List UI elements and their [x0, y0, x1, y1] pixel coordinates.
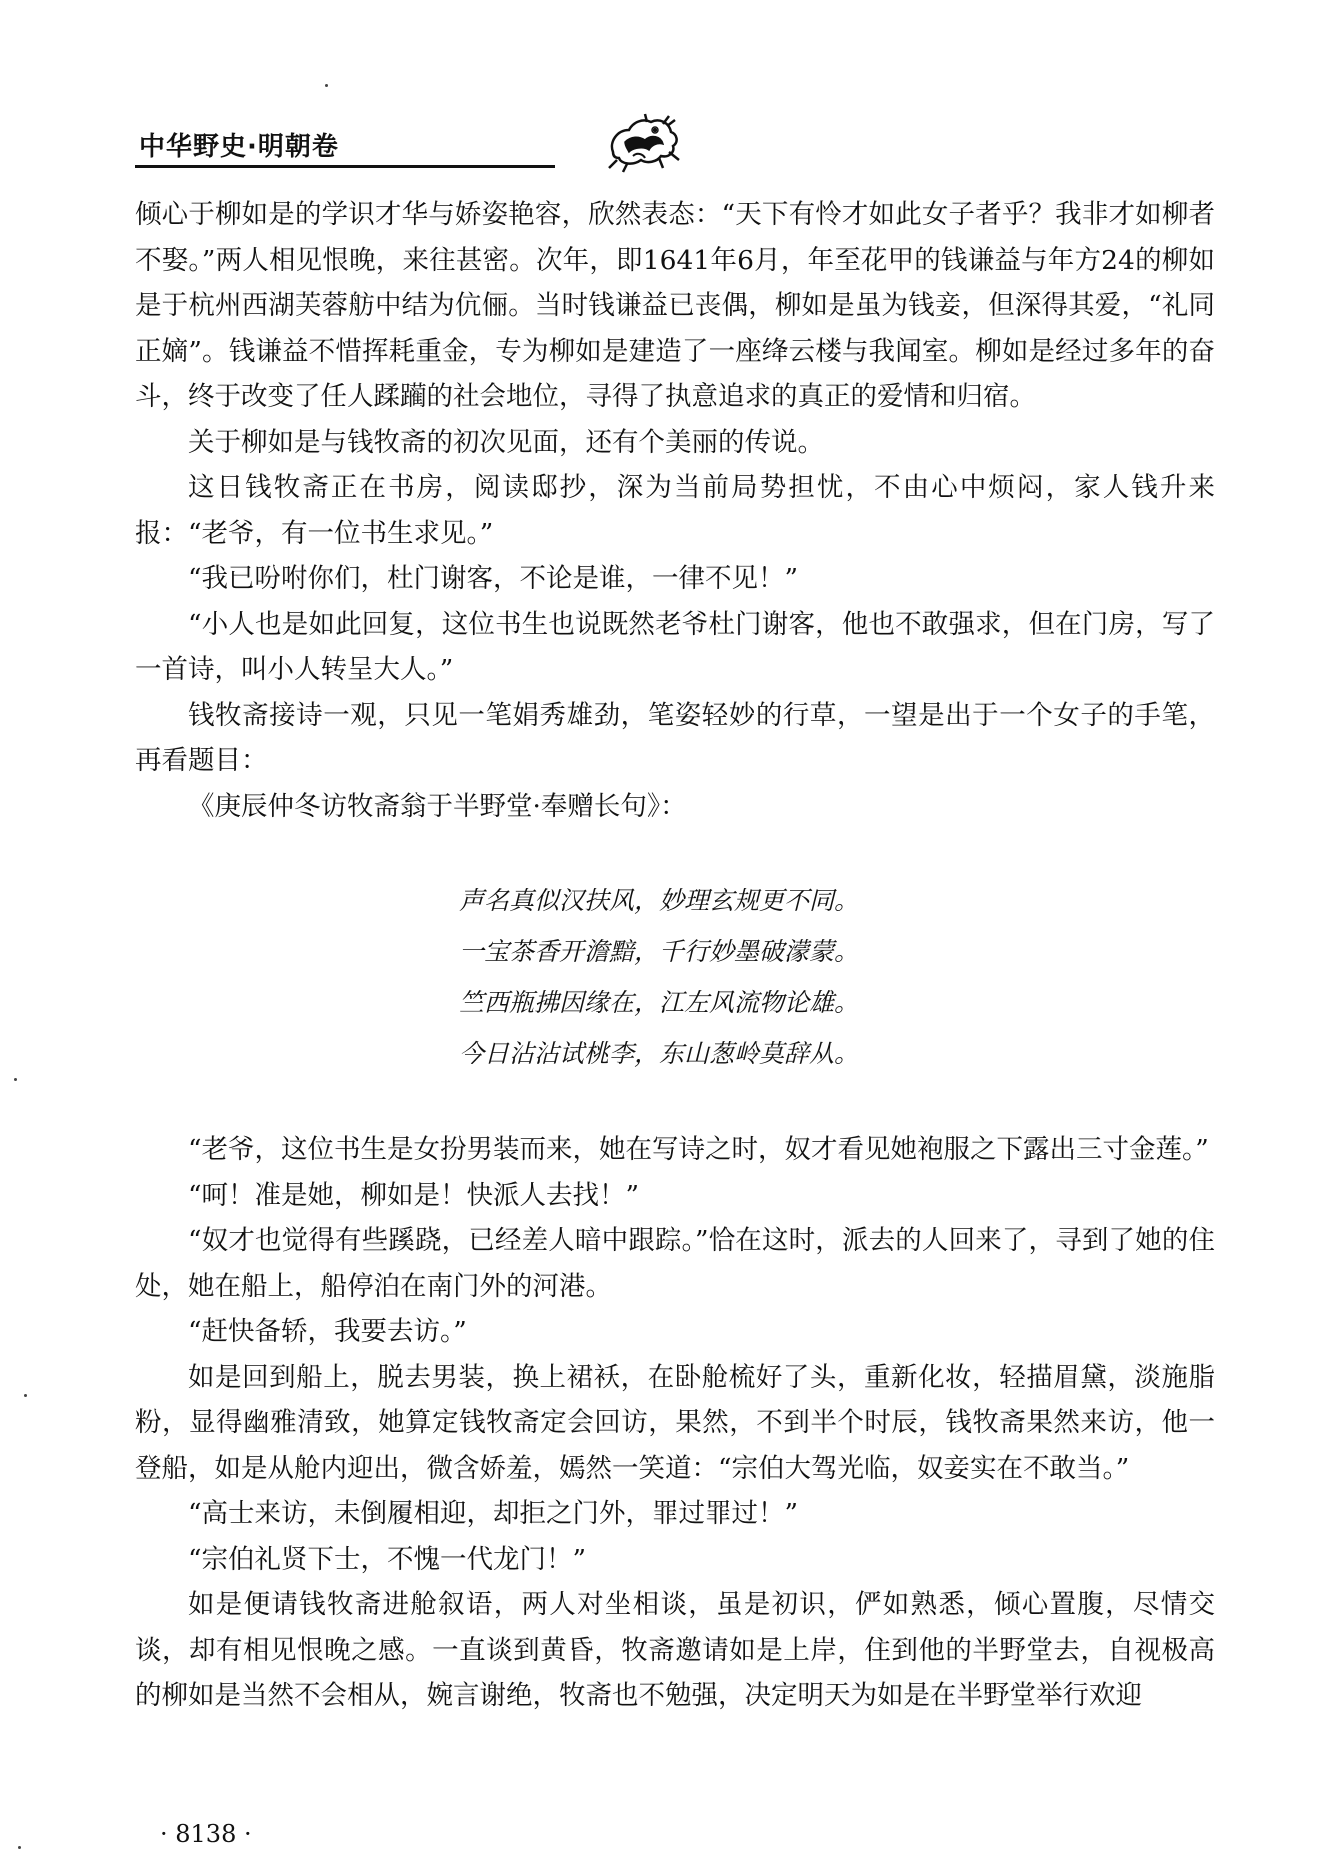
scan-speck: [24, 1394, 27, 1397]
paragraph: “我已吩咐你们，杜门谢客，不论是谁，一律不见！”: [188, 563, 799, 594]
paragraph: 如是回到船上，脱去男装，换上裙袄，在卧舱梳好了头，重新化妆，轻描眉黛，淡施脂粉，显得幽雅清致，她算定钱牧斋定会回访，果然，不到半个时辰，钱牧斋果然来访，他一登船，如是从舱内迎出，微含娇羞，嫣然一笑道：“宗伯大驾光临，奴妾实在不敢当。”: [135, 1361, 1215, 1484]
poem-title-line: 《庚辰仲冬访牧斋翁于半野堂·奉赠长句》：: [188, 790, 687, 822]
main-text: [135, 192, 1215, 1719]
paragraph: “老爷，这位书生是女扮男装而来，她在写诗之时，奴才看见她袍服之下露出三寸金莲。”: [188, 1134, 1209, 1165]
header-rule: [135, 165, 555, 168]
paragraph: 这日钱牧斋正在书房，阅读邸抄，深为当前局势担忧，不由心中烦闷，家人钱升来报：“老爷，有一位书生求见。”: [135, 472, 1215, 549]
poem: [135, 875, 1215, 1079]
paragraph: “赶快备轿，我要去访。”: [188, 1316, 467, 1347]
dragon-emblem-icon: [603, 112, 683, 174]
book-series-title: 中华野史·明朝卷: [139, 132, 339, 162]
paragraph: “呵！准是她，柳如是！快派人去找！”: [188, 1179, 640, 1211]
paragraph: 关于柳如是与钱牧斋的初次见面，还有个美丽的传说。: [188, 426, 824, 458]
scan-speck: [18, 1846, 21, 1849]
poem-line: 声名真似汉扶风，妙理玄规更不同。: [459, 886, 860, 915]
paragraph: “奴才也觉得有些蹊跷，已经差人暗中跟踪。”恰在这时，派去的人回来了，寻到了她的住处，她在船上，船停泊在南门外的河港。: [135, 1225, 1215, 1302]
poem-line: 一宝茶香开澹黯，千行妙墨破濛蒙。: [459, 937, 860, 966]
page-number: · 8138 ·: [160, 1820, 252, 1848]
scan-speck: [14, 1078, 17, 1081]
paragraph: 如是便请钱牧斋进舱叙语，两人对坐相谈，虽是初识，俨如熟悉，倾心置腹，尽情交谈，却有相见恨晚之感。一直谈到黄昏，牧斋邀请如是上岸，住到他的半野堂去，自视极高的柳如是当然不会相从，婉言谢绝，牧斋也不勉强，决定明天为如是在半野堂举行欢迎: [135, 1589, 1215, 1711]
poem-line: 今日沾沾试桃李，东山葱岭莫辞从。: [459, 1039, 860, 1068]
paragraph: “宗伯礼贤下士，不愧一代龙门！”: [188, 1543, 587, 1575]
paragraph: 倾心于柳如是的学识才华与娇姿艳容，欣然表态：“天下有怜才如此女子者乎？我非才如柳者不娶。”两人相见恨晚，来往甚密。次年，即1641年6月，年至花甲的钱谦益与年方24的柳如是于杭州西湖芙蓉舫中结为伉俪。当时钱谦益已丧偶，柳如是虽为钱妾，但深得其爱，“礼同正嫡”。钱谦益不惜挥耗重金，专为柳如是建造了一座绛云楼与我闻室。柳如是经过多年的奋斗，终于改变了任人蹂躏的社会地位，寻得了执意追求的真正的爱情和归宿。: [135, 199, 1215, 412]
scan-speck: [325, 84, 328, 87]
running-header: [135, 112, 1215, 172]
paragraph: 钱牧斋接诗一观，只见一笔娟秀雄劲，笔姿轻妙的行草，一望是出于一个女子的手笔，再看题目：: [135, 699, 1215, 776]
paragraph: “高士来访，未倒履相迎，却拒之门外，罪过罪过！”: [188, 1498, 799, 1529]
paragraph: “小人也是如此回复，这位书生也说既然老爷杜门谢客，他也不敢强求，但在门房，写了一首诗，叫小人转呈大人。”: [135, 608, 1215, 685]
poem-line: 竺西瓶拂因缘在，江左风流物论雄。: [459, 988, 860, 1017]
